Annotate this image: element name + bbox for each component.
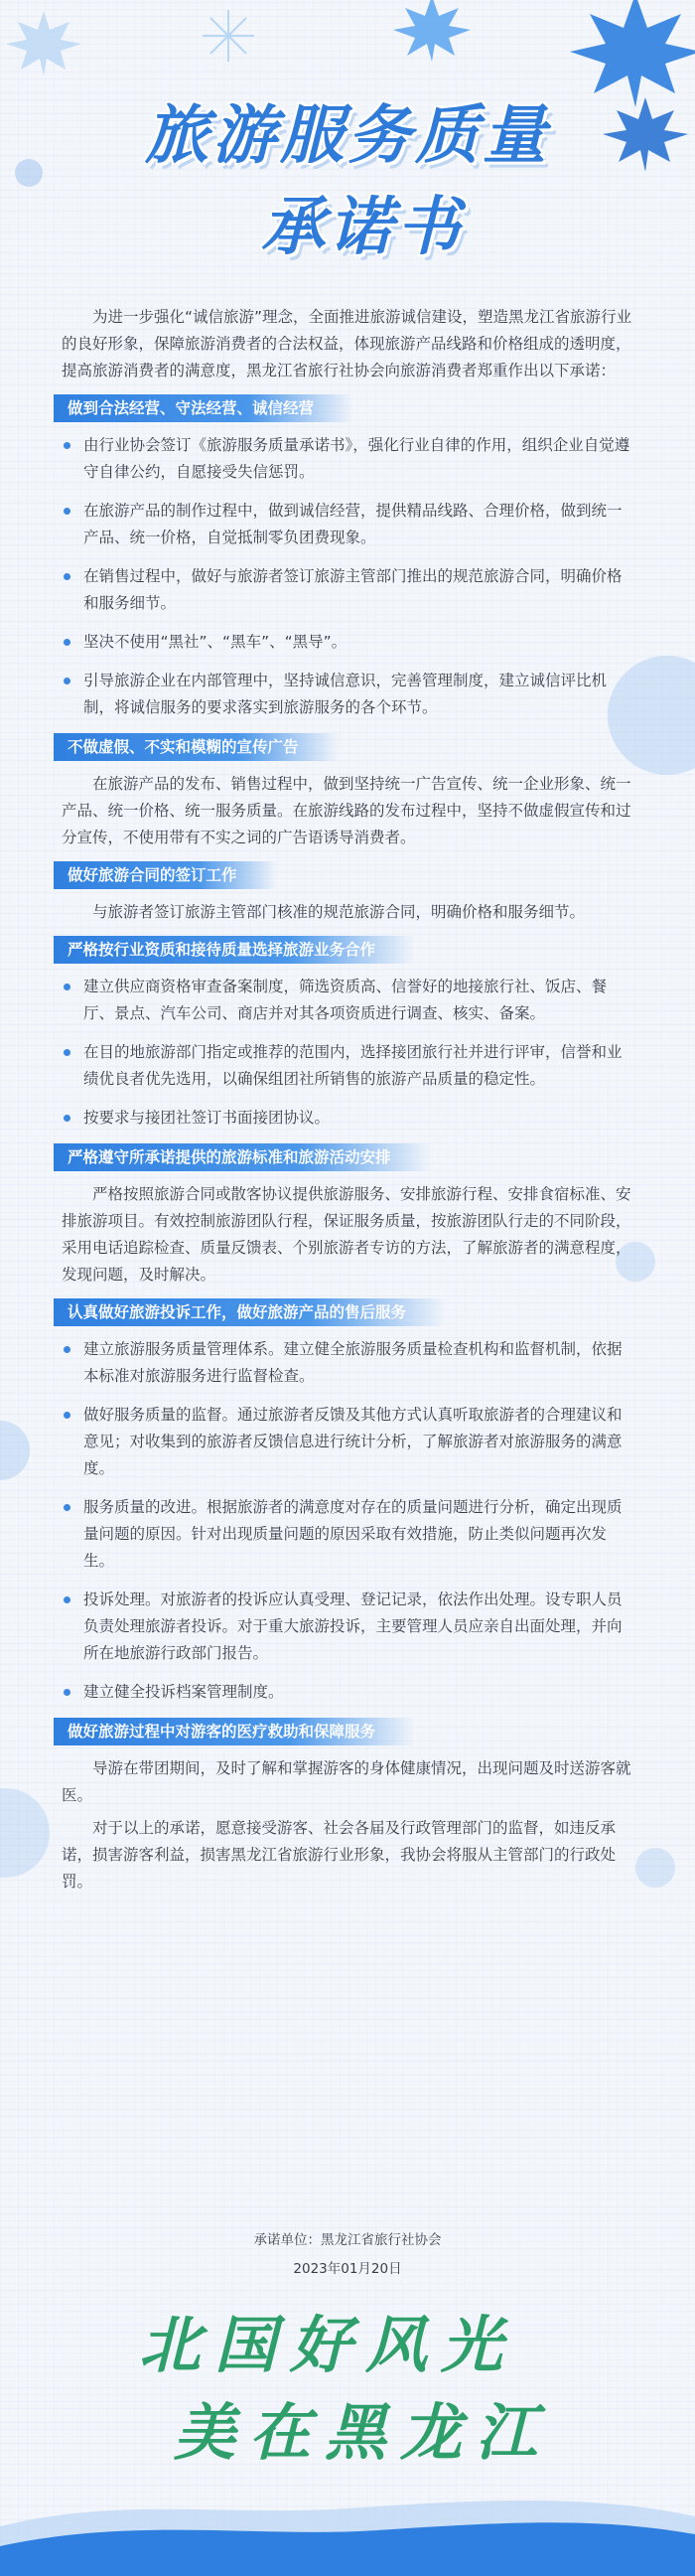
section-medical (62, 1718, 633, 1895)
section-heading: 做好旅游过程中对游客的医疗救助和保障服务 (54, 1718, 415, 1745)
list-item-text: 做好服务质量的监督。通过旅游者反馈及其他方式认真听取旅游者的合理建议和意见；对收集到的旅游者反馈信息进行统计分析，了解旅游者对旅游服务的满意度。 (83, 1406, 623, 1477)
title-line-2: 承诺书 (261, 191, 464, 264)
section-heading: 严格遵守所承诺提供的旅游标准和旅游活动安排 (54, 1143, 431, 1171)
bullet-dot-icon (64, 1115, 70, 1122)
list-item-text: 建立旅游服务质量管理体系。建立健全旅游服务质量检查机构和监督机制，依据本标准对旅游服务进行监督检查。 (83, 1340, 623, 1385)
section-service-standards (62, 1143, 633, 1288)
list-item (62, 498, 633, 551)
bullet-dot-icon (64, 1346, 70, 1353)
list-item (62, 1679, 633, 1706)
maple-leaf-icon (387, 0, 477, 64)
bullet-dot-icon (64, 508, 70, 515)
list-item-text: 服务质量的改进。根据旅游者的满意度对存在的质量问题进行分析，确定出现质量问题的原因。针对出现质量问题的原因采取有效措施，防止类似问题再次发生。 (83, 1498, 623, 1570)
list-item (62, 974, 633, 1027)
maple-leaf-icon (4, 8, 83, 77)
section-partner-selection (62, 936, 633, 1132)
section-text: 严格按照旅游合同或散客协议提供旅游服务、安排旅游行程、安排食宿标准、安排旅游项目。有效控制旅游团队行程，保证服务质量，按旅游团队行走的不同阶段，采用电话追踪检查、质量反馈表、个别旅游者专访的方法，了解旅游者的满意程度，发现问题，及时解决。 (62, 1185, 631, 1284)
list-item (62, 432, 633, 486)
section-heading: 不做虚假、不实和模糊的宣传广告 (54, 733, 339, 761)
bullet-dot-icon (64, 442, 70, 449)
list-item-text: 建立供应商资格审查备案制度，筛选资质高、信誉好的地接旅行社、饭店、餐厅、景点、汽车公司、商店并对其各项资质进行调查、核实、备案。 (83, 978, 608, 1022)
list-item-text: 建立健全投诉档案管理制度。 (83, 1683, 284, 1701)
list-item (62, 1336, 633, 1390)
bullet-dot-icon (64, 984, 70, 990)
list-item (62, 1402, 633, 1482)
closing-paragraph: 对于以上的承诺，愿意接受游客、社会各届及行政管理部门的监督，如违反承诺，损害游客利益，损害黑龙江省旅游行业形象，我协会将服从主管部门的行政处罚。 (62, 1819, 617, 1891)
list-item (62, 1587, 633, 1667)
section-legal-operation (62, 394, 633, 721)
list-item (62, 668, 633, 721)
section-text: 导游在带团期间，及时了解和掌握游客的身体健康情况，出现问题及时送游客就医。 (62, 1759, 631, 1804)
list-item-text: 按要求与接团社签订书面接团协议。 (83, 1109, 331, 1127)
bullet-dot-icon (64, 1412, 70, 1419)
section-complaints (62, 1298, 633, 1706)
list-item-text: 由行业协会签订《旅游服务质量承诺书》，强化行业自律的作用，组织企业自觉遵守自律公约，自愿接受失信惩罚。 (83, 436, 630, 481)
title-line-1: 旅游服务质量 (145, 99, 550, 173)
signature-unit: 承诺单位：黑龙江省旅行社协会 (253, 2232, 442, 2248)
bullet-dot-icon (64, 678, 70, 684)
bullet-dot-icon (64, 1689, 70, 1696)
section-text: 与旅游者签订旅游主管部门核准的规范旅游合同，明确价格和服务细节。 (92, 903, 586, 921)
bullet-dot-icon (64, 1596, 70, 1603)
list-item-text: 在目的地旅游部门指定或推荐的范围内，选择接团旅行社并进行评审，信誉和业绩优良者优先选用，以确保组团社所销售的旅游产品质量的稳定性。 (83, 1043, 623, 1088)
list-item-text: 在销售过程中，做好与旅游者签订旅游主管部门推出的规范旅游合同，明确价格和服务细节。 (83, 567, 623, 612)
section-heading: 认真做好旅游投诉工作，做好旅游产品的售后服务 (54, 1298, 446, 1326)
list-item (62, 1105, 633, 1132)
list-item-text: 在旅游产品的制作过程中，做到诚信经营，提供精品线路、合理价格，做到统一产品、统一价格，自觉抵制零负团费现象。 (83, 502, 623, 546)
bullet-dot-icon (64, 573, 70, 580)
snowflake-icon (199, 6, 258, 66)
list-item-text: 坚决不使用“黑社”、“黑车”、“黑导”。 (83, 633, 348, 651)
list-item-text: 投诉处理。对旅游者的投诉应认真受理、登记记录，依法作出处理。设专职人员负责处理旅游者投诉。对于重大旅游投诉，主要管理人员应亲自出面处理，并向所在地旅游行政部门报告。 (83, 1591, 623, 1662)
list-item (62, 1039, 633, 1093)
wave-decoration (0, 2487, 695, 2576)
bullet-dot-icon (64, 639, 70, 646)
section-heading: 做到合法经营、守法经营、诚信经营 (54, 394, 353, 422)
list-item-text: 引导旅游企业在内部管理中，坚持诚信意识，完善管理制度，建立诚信评比机制，将诚信服务的要求落实到旅游服务的各个环节。 (83, 672, 608, 716)
list-item (62, 1494, 633, 1575)
list-item (62, 629, 633, 656)
bullet-dot-icon (64, 1504, 70, 1511)
section-contract (62, 861, 633, 926)
slogan-line-1: 北国好风光 (138, 2309, 516, 2381)
list-item (62, 563, 633, 617)
slogan-line-2: 美在黑龙江 (173, 2396, 551, 2469)
page-title (0, 94, 695, 269)
section-heading: 严格按行业资质和接待质量选择旅游业务合作 (54, 936, 415, 964)
signature-date: 2023年01月20日 (293, 2261, 402, 2277)
intro-paragraph: 为进一步强化“诚信旅游”理念，全面推进旅游诚信建设，塑造黑龙江省旅游行业的良好形象，保障旅游消费者的合法权益，体现旅游产品线路和价格组成的透明度，提高旅游消费者的满意度，黑龙江省旅行社协会向旅游消费者郑重作出以下承诺： (62, 308, 632, 379)
section-text: 在旅游产品的发布、销售过程中，做到坚持统一广告宣传、统一企业形象、统一产品、统一价格、统一服务质量。在旅游线路的发布过程中，坚持不做虚假宣传和过分宣传，不使用带有不实之词的广告语诱导消费者。 (62, 775, 631, 846)
section-heading: 做好旅游合同的签订工作 (54, 861, 277, 889)
section-no-false-ads (62, 733, 633, 851)
maple-leaf-icon (566, 0, 695, 109)
document-body (0, 304, 695, 1901)
bullet-dot-icon (64, 1049, 70, 1056)
